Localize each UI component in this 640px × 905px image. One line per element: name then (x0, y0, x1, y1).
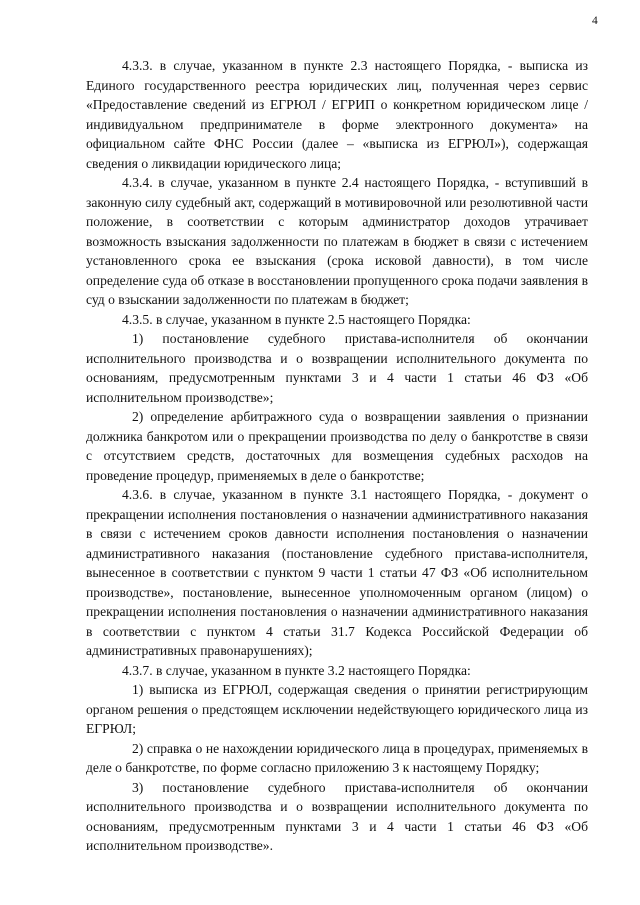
paragraph-4-3-6: 4.3.6. в случае, указанном в пункте 3.1 настоящего Порядка, - документ о прекращении исполнения постановления о назначении административного наказания в связи с истечением сроков давности исполнения постановления о назначении административного наказания (постановление судебного пристава-исполнителя, вынесенное в соответствии с пунктом 9 части 1 статьи 47 ФЗ «Об исполнительном производстве», постановление, вынесенное уполномоченным органом (лицом) о прекращении исполнения постановления о назначении административного наказания в соответствии с пунктом 4 статьи 31.7 Кодекса Российской Федерации об административных правонарушениях); (86, 487, 588, 658)
paragraph-4-3-5: 4.3.5. в случае, указанном в пункте 2.5 настоящего Порядка: (122, 311, 471, 327)
paragraph-4-3-7-item-3: 3) постановление судебного пристава-исполнителя об окончании исполнительного производства и о возвращении исполнительного документа по основаниям, предусмотренным пунктами 3 и 4 части 1 статьи 46 ФЗ «Об исполнительном производстве». (86, 779, 588, 853)
paragraph-4-3-5-item-2: 2) определение арбитражного суда о возвращении заявления о признании должника банкротом или о прекращении производства по делу о банкротстве в связи с отсутствием средств, достаточных для возмещения судебных расходов на проведение процедур, применяемых в деле о банкротстве; (86, 409, 588, 483)
paragraph-4-3-4: 4.3.4. в случае, указанном в пункте 2.4 настоящего Порядка, - вступивший в законную силу судебный акт, содержащий в мотивировочной или резолютивной части положение, в соответствии с которым администратор доходов утрачивает возможность взыскания задолженности по платежам в бюджет в связи с истечением установленного срока ее взыскания (срока исковой давности), в том числе определение суда об отказе в восстановлении пропущенного срока подачи заявления в суд о взыскании задолженности по платежам в бюджет; (86, 175, 588, 307)
paragraph-4-3-7-item-1: 1) выписка из ЕГРЮЛ, содержащая сведения о принятии регистрирующим органом решения о предстоящем исключении недействующего юридического лица из ЕГРЮЛ; (86, 682, 588, 736)
paragraph-4-3-3: 4.3.3. в случае, указанном в пункте 2.3 настоящего Порядка, - выписка из Единого государственного реестра юридических лиц, полученная через сервис «Предоставление сведений из ЕГРЮЛ / ЕГРИП о конкретном юридическом лице / индивидуальном предпринимателе в форме электронного документа» на официальном сайте ФНС России (далее – «выписка из ЕГРЮЛ»), содержащая сведения о ликвидации юридического лица; (86, 58, 588, 171)
paragraph-4-3-7: 4.3.7. в случае, указанном в пункте 3.2 настоящего Порядка: (122, 662, 471, 678)
paragraph-4-3-5-item-1: 1) постановление судебного пристава-исполнителя об окончании исполнительного производства и о возвращении исполнительного документа по основаниям, предусмотренным пунктами 3 и 4 части 1 статьи 46 ФЗ «Об исполнительном производстве»; (86, 331, 588, 405)
paragraph-4-3-7-item-2: 2) справка о не нахождении юридического лица в процедурах, применяемых в деле о банкротстве, по форме согласно приложению 3 к настоящему Порядку; (86, 740, 588, 775)
document-body (86, 56, 588, 856)
page-number: 4 (592, 15, 598, 27)
